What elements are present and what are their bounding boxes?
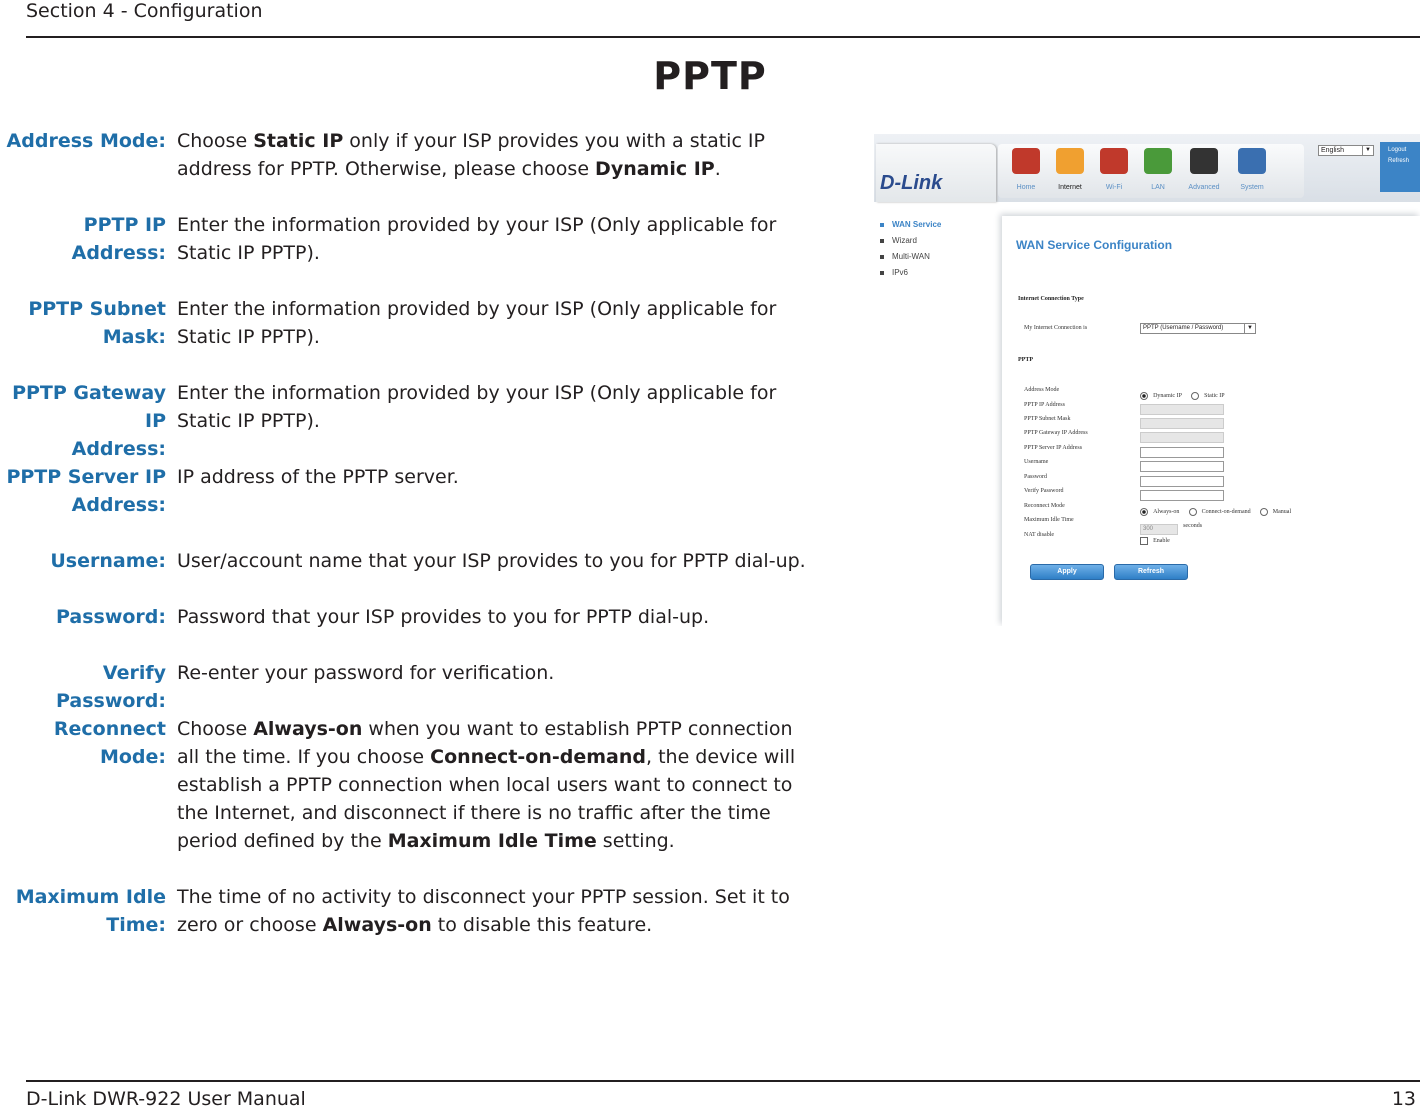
- nav-label: LAN: [1151, 184, 1165, 191]
- term-line: Username:: [50, 550, 166, 572]
- static-ip-radio[interactable]: [1191, 392, 1199, 400]
- top-nav: [998, 144, 1304, 198]
- bullet-icon: [880, 255, 884, 259]
- always-on-label: Always-on: [1153, 508, 1180, 515]
- apply-button[interactable]: Apply: [1030, 564, 1104, 580]
- term-line: Address:: [71, 438, 166, 460]
- static-ip-label: Static IP: [1204, 392, 1225, 399]
- nav-item-lan[interactable]: [1138, 148, 1178, 191]
- description-text: when you want to establish PPTP connection all the time. If you choose: [177, 718, 793, 768]
- password-label: Password: [1024, 474, 1048, 480]
- nav-label: Internet: [1058, 184, 1082, 191]
- bullet-icon: [880, 239, 884, 243]
- advanced-icon: [1190, 148, 1218, 174]
- definition-description: [177, 379, 817, 435]
- term-line: Address Mode:: [6, 130, 166, 152]
- connection-select[interactable]: [1140, 323, 1256, 334]
- dynamic-ip-radio[interactable]: [1140, 392, 1148, 400]
- router-header: [874, 134, 1420, 202]
- manual-label: Manual: [1272, 508, 1292, 515]
- enable-label: Enable: [1153, 537, 1170, 544]
- nav-item-wifi[interactable]: [1094, 148, 1134, 191]
- system-icon: [1238, 148, 1266, 174]
- idle-input[interactable]: 300: [1140, 524, 1178, 535]
- definition-term: [0, 127, 166, 155]
- config-panel: [1002, 216, 1420, 626]
- logo-box: [876, 144, 996, 202]
- menu-item-label: Multi-WAN: [892, 252, 930, 261]
- subnet-row: [1024, 414, 1414, 426]
- emphasis-text: Always-on: [253, 718, 363, 740]
- description-text: Password that your ISP provides to you for PPTP dial-up.: [177, 606, 710, 628]
- description-text: Choose: [177, 718, 254, 740]
- definition-term: [0, 659, 166, 715]
- refresh-link[interactable]: Refresh: [1388, 158, 1410, 164]
- menu-item-label: IPv6: [892, 268, 909, 277]
- term-line: PPTP Subnet: [28, 298, 166, 320]
- menu-item[interactable]: [874, 220, 994, 236]
- nat-row: [1024, 530, 1414, 542]
- connect-on-demand-label: Connect-on-demand: [1201, 508, 1251, 515]
- verify-row: [1024, 486, 1414, 498]
- description-text: Enter the information provided by your ISP (Only applicable for Static IP PPTP).: [177, 298, 777, 348]
- refresh-button[interactable]: Refresh: [1114, 564, 1188, 580]
- nav-item-home[interactable]: [1006, 148, 1046, 191]
- description-text: , the device will establish a PPTP connection when local users want to connect to the Internet, and disconnect if there is no traffic after the time period defined by the: [177, 746, 796, 852]
- description-text: only if your ISP provides you with a static IP address for PPTP. Otherwise, please choose: [177, 130, 765, 180]
- home-icon: [1012, 148, 1040, 174]
- dynamic-ip-label: Dynamic IP: [1153, 392, 1182, 399]
- term-line: Maximum Idle: [15, 886, 166, 908]
- lan-icon: [1144, 148, 1172, 174]
- definition-description: [177, 715, 817, 855]
- chevron-down-icon: ▼: [1244, 324, 1255, 333]
- pptp-ip-label: PPTP IP Address: [1024, 402, 1065, 408]
- footer-manual-title: D-Link DWR-922 User Manual: [26, 1088, 306, 1110]
- description-text: .: [714, 158, 721, 180]
- subnet-label: PPTP Subnet Mask: [1024, 416, 1071, 422]
- description-text: Enter the information provided by your ISP (Only applicable for Static IP PPTP).: [177, 382, 777, 432]
- definition-description: [177, 603, 817, 631]
- term-line: Mode:: [99, 746, 166, 768]
- page-number: 13: [1391, 1088, 1416, 1110]
- language-value: English: [1321, 147, 1344, 154]
- menu-item-label: Wizard: [892, 236, 917, 245]
- description-text: to disable this feature.: [431, 914, 653, 936]
- pptp-title: PPTP: [1018, 357, 1033, 363]
- gateway-input[interactable]: [1140, 432, 1224, 443]
- definition-term: [0, 547, 166, 575]
- reconnect-label: Reconnect Mode: [1024, 503, 1065, 509]
- nav-label: Home: [1016, 184, 1036, 191]
- description-text: User/account name that your ISP provides to you for PPTP dial-up.: [177, 550, 806, 572]
- top-rule: [26, 36, 1420, 38]
- connection-row: [1024, 323, 1414, 335]
- nat-checkbox[interactable]: [1140, 537, 1148, 545]
- description-text: IP address of the PPTP server.: [177, 466, 459, 488]
- side-buttons: [1380, 142, 1420, 192]
- password-row: [1024, 472, 1414, 484]
- ict-title: Internet Connection Type: [1018, 296, 1084, 302]
- nav-label: System: [1240, 184, 1264, 191]
- globe-icon: [1056, 148, 1084, 174]
- seconds-label: seconds: [1183, 522, 1203, 529]
- section-title: Section 4 - Configuration: [26, 0, 263, 22]
- pptp-ip-row: [1024, 400, 1414, 412]
- definition-term: [0, 715, 166, 771]
- term-line: PPTP Gateway IP: [12, 382, 166, 432]
- definition-description: [177, 295, 817, 351]
- description-text: Enter the information provided by your ISP (Only applicable for Static IP PPTP).: [177, 214, 777, 264]
- definition-description: [177, 659, 817, 687]
- emphasis-text: Static IP: [253, 130, 344, 152]
- gateway-row: [1024, 428, 1414, 440]
- term-line: PPTP Server IP: [6, 466, 166, 488]
- description-text: setting.: [596, 830, 675, 852]
- reconnect-row: [1024, 501, 1414, 513]
- definition-description: [177, 883, 817, 939]
- bullet-icon: [880, 223, 884, 227]
- term-line: Password:: [55, 606, 166, 628]
- menu-item[interactable]: [874, 268, 994, 284]
- connection-value: PPTP (Username / Password): [1143, 325, 1224, 331]
- description-text: The time of no activity to disconnect your PPTP session. Set it to zero or choose: [177, 886, 790, 936]
- username-row: [1024, 457, 1414, 469]
- term-line: Reconnect: [53, 718, 166, 740]
- server-label: PPTP Server IP Address: [1024, 445, 1083, 451]
- definition-term: [0, 463, 166, 519]
- emphasis-text: Dynamic IP: [595, 158, 715, 180]
- definition-term: [0, 295, 166, 351]
- nav-label: Advanced: [1188, 184, 1220, 191]
- definition-description: [177, 547, 817, 575]
- nav-item-advanced[interactable]: [1184, 148, 1224, 191]
- wifi-icon: [1100, 148, 1128, 174]
- idle-label: Maximum Idle Time: [1024, 517, 1074, 523]
- menu-item[interactable]: [874, 236, 994, 252]
- router-ui-screenshot: [874, 134, 1420, 626]
- definition-term: [0, 603, 166, 631]
- username-input[interactable]: [1140, 461, 1224, 472]
- config-title: WAN Service Configuration: [1016, 238, 1173, 252]
- term-line: Address:: [71, 494, 166, 516]
- page-heading: PPTP: [653, 54, 767, 98]
- nav-item-internet[interactable]: [1050, 148, 1090, 191]
- idle-row: [1024, 515, 1414, 532]
- menu-item[interactable]: [874, 252, 994, 268]
- term-line: Time:: [106, 914, 166, 936]
- dlink-logo: D-Link: [880, 172, 943, 194]
- nat-label: NAT disable: [1024, 532, 1055, 538]
- description-text: Choose: [177, 130, 254, 152]
- emphasis-text: Connect-on-demand: [430, 746, 646, 768]
- definition-description: [177, 463, 817, 491]
- bullet-icon: [880, 271, 884, 275]
- nav-label: Wi-Fi: [1105, 184, 1123, 191]
- side-menu: [874, 220, 994, 284]
- verify-label: Verify Password: [1024, 488, 1064, 494]
- description-text: Re-enter your password for verification.: [177, 662, 555, 684]
- definition-description: [177, 127, 817, 183]
- connection-label: My Internet Connection is: [1024, 325, 1088, 331]
- definition-term: [0, 211, 166, 267]
- language-select[interactable]: [1318, 145, 1374, 156]
- bottom-rule: [26, 1080, 1420, 1082]
- emphasis-text: Always-on: [322, 914, 432, 936]
- menu-item-label: WAN Service: [892, 220, 942, 229]
- chevron-down-icon: ▼: [1362, 146, 1373, 155]
- server-row: [1024, 443, 1414, 455]
- verify-input[interactable]: [1140, 490, 1224, 501]
- logout-link[interactable]: Logout: [1388, 147, 1407, 153]
- term-line: PPTP IP Address:: [71, 214, 166, 264]
- definition-description: [177, 211, 817, 267]
- term-line: Mask:: [102, 326, 166, 348]
- username-label: Username: [1024, 459, 1049, 465]
- definition-term: [0, 883, 166, 939]
- gateway-label: PPTP Gateway IP Address: [1024, 430, 1088, 436]
- emphasis-text: Maximum Idle Time: [387, 830, 597, 852]
- nav-item-system[interactable]: [1232, 148, 1272, 191]
- definition-term: [0, 379, 166, 463]
- address-mode-label: Address Mode: [1024, 387, 1060, 393]
- address-mode-row: [1024, 385, 1414, 397]
- term-line: Verify Password:: [55, 662, 166, 712]
